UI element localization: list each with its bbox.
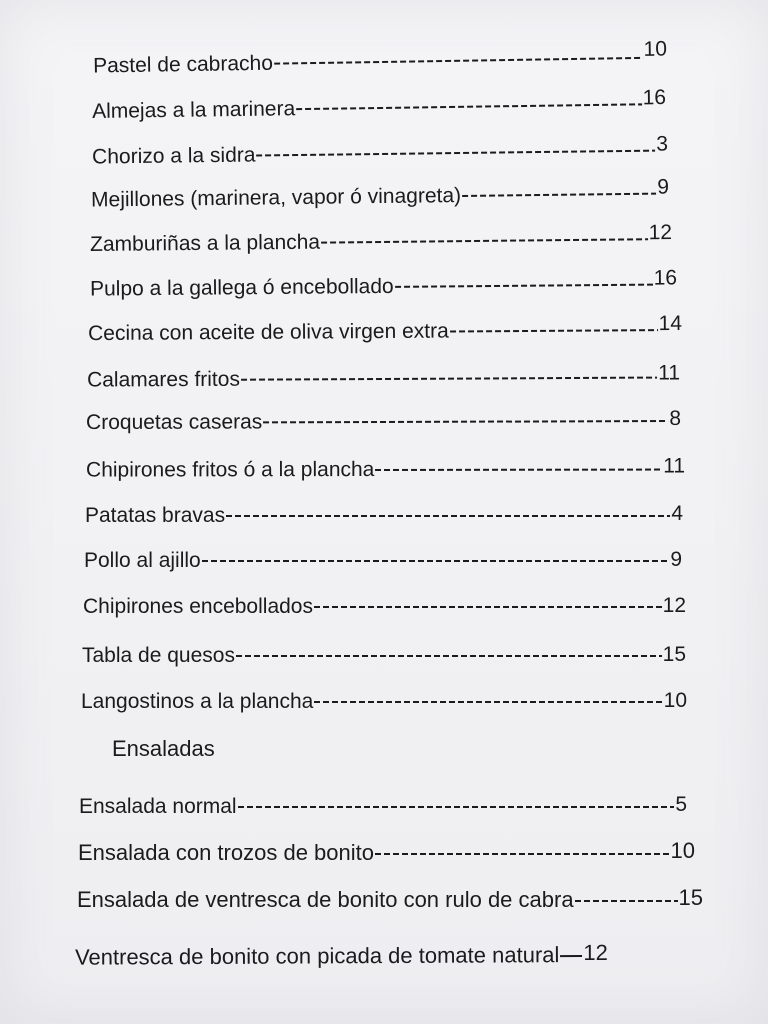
- menu-item-name: Chipirones fritos ó a la plancha: [85, 458, 375, 482]
- menu-item: [79, 783, 687, 817]
- dotted-leader: [395, 284, 653, 288]
- menu-item-name: Ventresca de bonito con picada de tomate natural: [74, 942, 560, 970]
- menu-item: [81, 678, 687, 712]
- dotted-leader: [296, 103, 642, 110]
- menu-item-price: 15: [678, 885, 703, 910]
- menu-item: [86, 397, 681, 433]
- dotted-leader: [375, 469, 662, 472]
- dotted-leader: [238, 806, 675, 808]
- menu-item: [85, 492, 683, 526]
- menu-item: [90, 260, 677, 299]
- menu-item-price: 9: [657, 175, 670, 199]
- menu-item: [83, 583, 686, 617]
- menu-item-price: 15: [662, 643, 686, 666]
- menu-item-name: Chorizo a la sidra: [91, 143, 256, 169]
- menu-item-price: 3: [656, 132, 669, 156]
- dotted-leader: [375, 853, 670, 855]
- dotted-leader: [241, 377, 657, 381]
- menu-item-price: 5: [675, 793, 687, 816]
- dotted-leader: [321, 238, 648, 243]
- dotted-leader: [274, 57, 643, 65]
- menu-item-name: Cecina con aceite de oliva virgen extra: [87, 319, 449, 346]
- menu-item-name: Almejas a la marinera: [91, 97, 296, 124]
- menu-item-price: 12: [648, 220, 673, 245]
- menu-item-name: Ensalada con trozos de bonito: [78, 840, 374, 865]
- menu-item-price: 11: [658, 361, 681, 385]
- dotted-leader: [462, 193, 656, 197]
- menu-item-price: 14: [658, 311, 683, 336]
- menu-item: [91, 169, 669, 210]
- dotted-leader: [256, 150, 655, 157]
- dotted-leader: [236, 655, 662, 657]
- menu-item: [92, 80, 666, 122]
- menu-item: [90, 215, 672, 255]
- menu-item-name: Croquetas caseras: [85, 410, 263, 435]
- dotted-leader: [263, 420, 668, 423]
- menu-item: [84, 537, 682, 571]
- menu-item-price: 16: [642, 85, 667, 110]
- menu-item: [78, 830, 695, 864]
- dash-leader: [560, 955, 582, 957]
- menu-item-price: 12: [662, 594, 686, 617]
- menu-item-price: 10: [670, 838, 695, 863]
- menu-item-price: 16: [653, 266, 678, 290]
- menu-item-price: 10: [663, 689, 687, 712]
- menu-item-price: 8: [669, 406, 682, 431]
- menu-item-name: Mejillones (marinera, vapor ó vinagreta): [90, 184, 462, 212]
- menu-item-price: 4: [671, 502, 683, 525]
- dotted-leader: [226, 515, 670, 517]
- dotted-leader: [450, 329, 658, 332]
- menu-item-name: Patatas bravas: [85, 504, 226, 527]
- menu-item: [75, 931, 711, 968]
- menu-item: [92, 126, 668, 167]
- section-heading-ensaladas: Ensaladas: [112, 736, 215, 761]
- menu-item-name: Pulpo a la gallega ó encebollado: [89, 274, 394, 301]
- menu-item-name: Ensalada normal: [79, 795, 237, 818]
- dotted-leader: [202, 560, 670, 562]
- menu-item-price: 12: [583, 939, 608, 966]
- menu-item-name: Tabla de quesos: [82, 644, 235, 667]
- menu-item-name: Ensalada de ventresca de bonito con rulo de cabra: [77, 887, 574, 912]
- menu-item: [87, 353, 680, 390]
- dotted-leader: [314, 606, 662, 608]
- dotted-leader: [314, 701, 662, 703]
- menu-item-name: Calamares fritos: [86, 367, 240, 392]
- menu-item-name: Pollo al ajillo: [84, 549, 201, 572]
- menu-item-price: 11: [663, 454, 686, 478]
- menu-item-price: 9: [670, 548, 682, 571]
- menu-item-name: Langostinos a la plancha: [81, 690, 314, 713]
- menu-item: [77, 877, 703, 911]
- menu-item: [88, 306, 682, 344]
- menu-item: [82, 632, 686, 666]
- menu-item-name: Chipirones encebollados: [83, 595, 313, 618]
- menu-item-name: Zamburiñas a la plancha: [89, 230, 321, 257]
- menu-item: [93, 33, 667, 76]
- menu-item-name: Pastel de cabracho: [92, 51, 274, 78]
- menu-item-price: 10: [643, 37, 668, 61]
- dotted-leader: [575, 900, 678, 902]
- menu-item: [86, 445, 685, 480]
